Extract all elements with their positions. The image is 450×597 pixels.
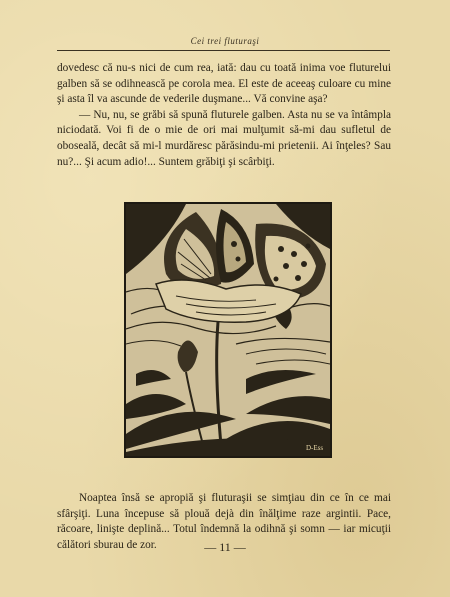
upper-text-block [57,61,391,170]
artist-signature: D-Ess [306,444,324,452]
running-title: Cei trei fluturaşi [190,36,260,46]
paragraph-yellow-butterfly-reply: — Nu, nu, se grăbi să spună fluturele galben. Asta nu se va întâmpla niciodată. Voi fi de o mie de ori mai mulţumit să-mi dau sufletul de oboseală, decât să mi-l murdăresc părăsindu-mi prietenii. Ai înţeles? Sau nu?... Şi acum adio!... Suntem grăbiţi şi scârbiţi. [57,108,391,168]
paragraph-dialogue-end: dovedesc că nu-s nici de cum rea, iată: dau cu toată inima voe fluturelui galben să se odihnească pe corola mea. El este de aceeaş culoare cu mine şi asta îl va ascunde de vederile duşmane... Vă convine aşa? [57,62,391,106]
paragraph-night-falls: Noaptea însă se apropiă şi fluturaşii se simţiau din ce în ce mai sfârşiţi. Luna începuse să plouă dejà din înălţime raze argintii. Pace, răcoare, linişte deplină... Totul îndemnă la odihnă şi somn — iar micuţii călători sburau de zor. [57,492,391,551]
page-number: — 11 — [204,540,246,554]
header-rule [57,50,390,51]
butterflies-on-flower-illustration [124,202,332,458]
